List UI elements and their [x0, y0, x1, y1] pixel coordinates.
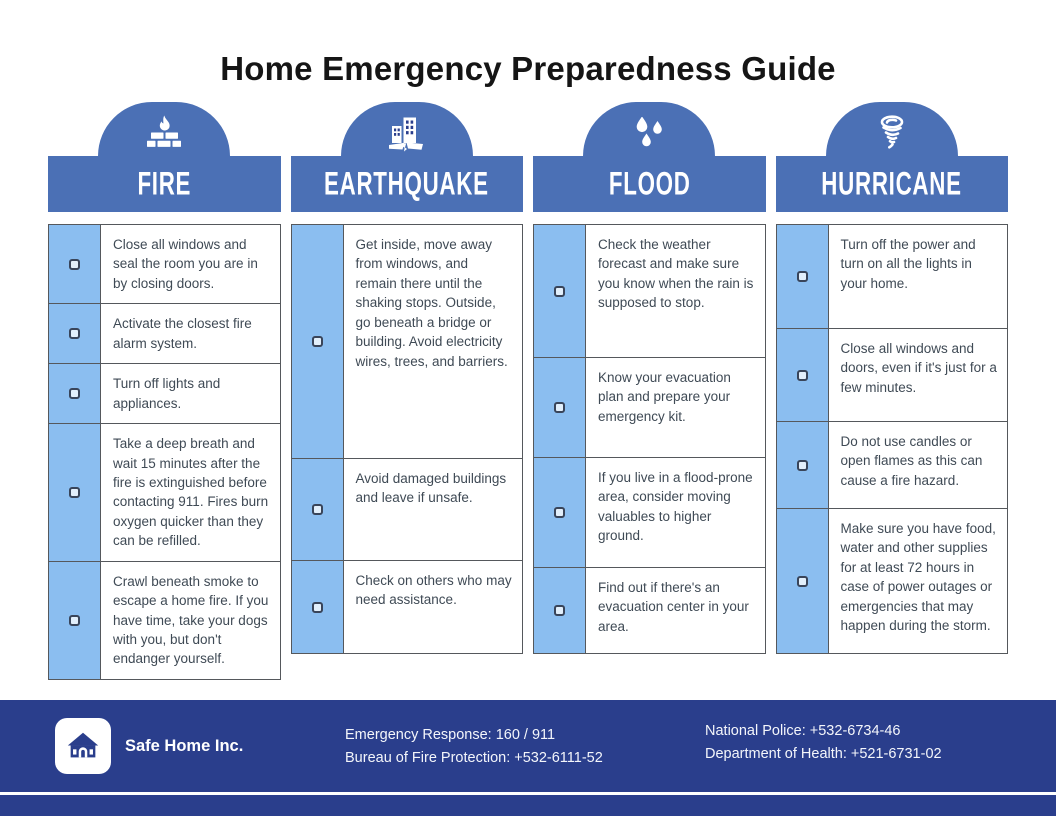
- health-department-line: Department of Health: +521-6731-02: [705, 746, 942, 763]
- checklist-item-text: Avoid damaged buildings and leave if unsafe.: [355, 471, 507, 506]
- checklist-item-text: Do not use candles or open flames as this can cause a fire hazard.: [840, 434, 983, 488]
- checkbox-icon: [69, 259, 80, 270]
- checklist-row: [292, 459, 523, 561]
- checklist-row: [534, 225, 765, 358]
- earthquake-header-band: [291, 156, 524, 212]
- checklist-item-text: Make sure you have food, water and other supplies for at least 72 hours in case of power outages or emergencies that may happen during the storm.: [840, 521, 996, 634]
- checkbox-icon: [554, 507, 565, 518]
- column-earthquake: [291, 102, 524, 680]
- check-cell: [292, 561, 344, 653]
- hurricane-icon: [872, 113, 912, 153]
- house-icon: [64, 727, 102, 765]
- footer-contacts-left: [345, 724, 603, 770]
- check-cell: [49, 304, 101, 363]
- footer-contacts-right: [705, 720, 942, 766]
- footer-main: [0, 700, 1056, 792]
- checklist-row: [534, 568, 765, 653]
- check-cell: [49, 225, 101, 303]
- checklist-item-text: Turn off lights and appliances.: [113, 376, 221, 411]
- checklist-item-text: Get inside, move away from windows, and remain there until the shaking stops. Outside, go beneath a bridge or building. Avoid electricity wires, trees, and barriers.: [355, 237, 508, 369]
- checklist-row: [777, 422, 1008, 509]
- earthquake-icon: [387, 113, 427, 153]
- flood-header-label: FLOOD: [608, 165, 691, 202]
- emergency-response-line: Emergency Response: 160 / 911: [345, 727, 556, 744]
- page-title: Home Emergency Preparedness Guide: [220, 50, 836, 87]
- check-cell: [49, 562, 101, 679]
- checkbox-icon: [69, 388, 80, 399]
- checklist-row: [292, 561, 523, 653]
- checklist-row: [49, 562, 280, 679]
- fire-header-label: FIRE: [137, 165, 192, 202]
- flood-icon: [629, 113, 669, 153]
- checkbox-icon: [312, 602, 323, 613]
- check-cell: [534, 358, 586, 457]
- check-cell: [49, 424, 101, 561]
- checklist-row: [49, 424, 280, 562]
- check-cell: [777, 329, 829, 421]
- hurricane-header-arch: [826, 102, 958, 156]
- checkbox-icon: [797, 460, 808, 471]
- check-cell: [292, 459, 344, 560]
- checklist-row: [777, 225, 1008, 329]
- flood-header-arch: [583, 102, 715, 156]
- check-cell: [777, 509, 829, 653]
- checklist-row: [777, 509, 1008, 653]
- flood-header-band: [533, 156, 766, 212]
- flood-checklist: [533, 224, 766, 654]
- checkbox-icon: [312, 336, 323, 347]
- footer: [0, 700, 1056, 816]
- fire-protection-line: Bureau of Fire Protection: +532-6111-52: [345, 750, 603, 767]
- fire-header-arch: [98, 102, 230, 156]
- column-hurricane: [776, 102, 1009, 680]
- hazard-columns: [48, 102, 1008, 680]
- check-cell: [534, 568, 586, 653]
- checklist-item-text: Find out if there's an evacuation center in your area.: [598, 580, 749, 634]
- footer-bottom-strip: [0, 795, 1056, 816]
- checklist-row: [534, 358, 765, 458]
- fire-icon: [144, 113, 184, 153]
- checklist-item-text: Check the weather forecast and make sure you know when the rain is supposed to stop.: [598, 237, 754, 311]
- checkbox-icon: [554, 605, 565, 616]
- checkbox-icon: [554, 402, 565, 413]
- checkbox-icon: [69, 615, 80, 626]
- checklist-row: [777, 329, 1008, 422]
- checklist-row: [292, 225, 523, 459]
- fire-header-band: [48, 156, 281, 212]
- check-cell: [534, 225, 586, 357]
- checklist-item-text: Know your evacuation plan and prepare your emergency kit.: [598, 370, 731, 424]
- column-fire: [48, 102, 281, 680]
- checkbox-icon: [69, 487, 80, 498]
- hurricane-header-label: HURRICANE: [821, 165, 962, 202]
- checklist-item-text: Crawl beneath smoke to escape a home fire. If you have time, take your dogs with you, but don't endanger yourself.: [113, 573, 269, 667]
- checkbox-icon: [312, 504, 323, 515]
- checkbox-icon: [69, 328, 80, 339]
- check-cell: [292, 225, 344, 458]
- checkbox-icon: [797, 370, 808, 381]
- national-police-line: National Police: +532-6734-46: [705, 723, 901, 740]
- checklist-item-text: If you live in a flood-prone area, consider moving valuables to higher ground.: [598, 470, 753, 544]
- checklist-item-text: Activate the closest fire alarm system.: [113, 316, 252, 351]
- check-cell: [777, 422, 829, 508]
- earthquake-header-arch: [341, 102, 473, 156]
- checkbox-icon: [797, 271, 808, 282]
- hurricane-checklist: [776, 224, 1009, 654]
- company-name: Safe Home Inc.: [125, 736, 244, 755]
- hurricane-header-band: [776, 156, 1009, 212]
- checklist-row: [49, 225, 280, 304]
- earthquake-header-label: EARTHQUAKE: [324, 165, 490, 202]
- checklist-item-text: Check on others who may need assistance.: [355, 573, 512, 608]
- checkbox-icon: [554, 286, 565, 297]
- earthquake-checklist: [291, 224, 524, 654]
- checklist-item-text: Close all windows and doors, even if it's just for a few minutes.: [840, 341, 997, 395]
- checkbox-icon: [797, 576, 808, 587]
- brand: [55, 718, 243, 774]
- checklist-row: [49, 304, 280, 364]
- checklist-row: [534, 458, 765, 568]
- checklist-item-text: Take a deep breath and wait 15 minutes after the fire is extinguished before contacting 911. Fires burn oxygen quicker than they can be refilled.: [113, 436, 269, 549]
- checklist-item-text: Close all windows and seal the room you are in by closing doors.: [113, 237, 258, 291]
- check-cell: [777, 225, 829, 328]
- checklist-item-text: Turn off the power and turn on all the lights in your home.: [840, 237, 976, 291]
- company-logo: [55, 718, 111, 774]
- fire-checklist: [48, 224, 281, 680]
- checklist-row: [49, 364, 280, 424]
- check-cell: [49, 364, 101, 423]
- check-cell: [534, 458, 586, 567]
- column-flood: [533, 102, 766, 680]
